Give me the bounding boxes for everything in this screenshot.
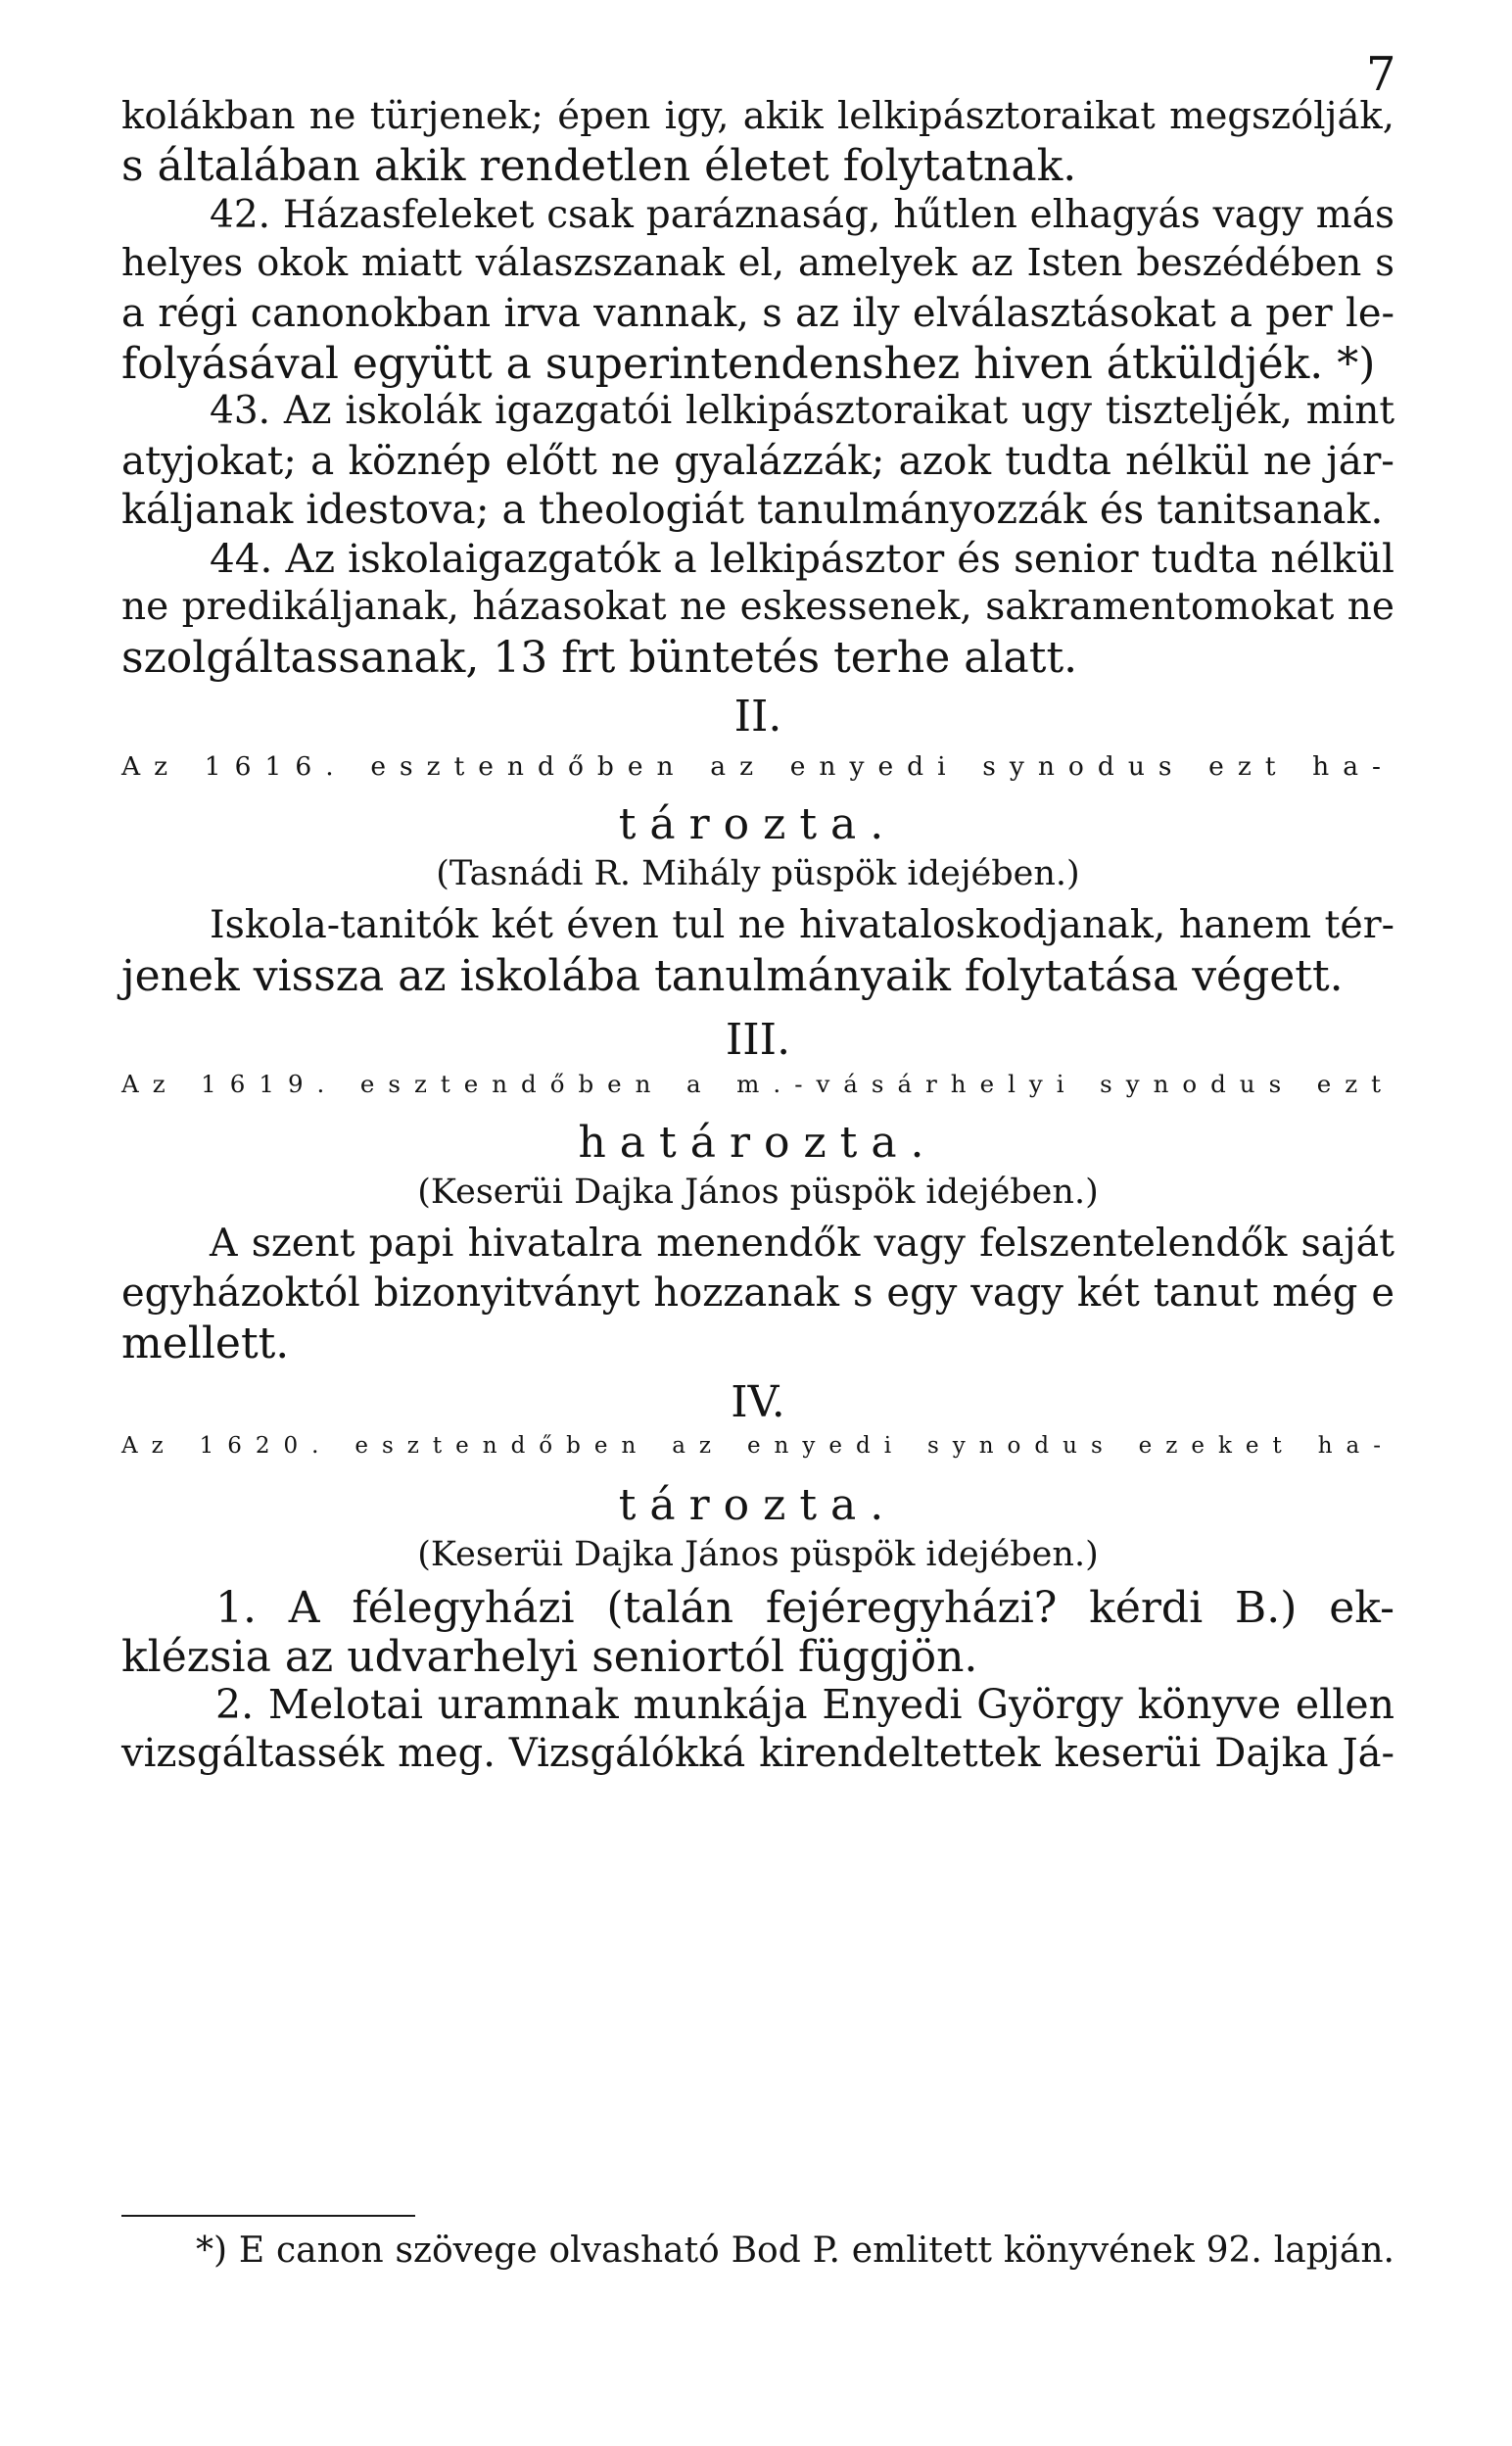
section-heading-ii: II. bbox=[733, 692, 782, 742]
canon-44-start: 44. Az iskolaigazgatók a lelkipásztor és senior tudta nélkül bbox=[210, 535, 1394, 582]
text-line: A szent papi hivatalra menendők vagy felszentelendők saját bbox=[210, 1221, 1394, 1266]
text-line: helyes okok miatt válaszszanak el, amelyek az Isten beszédében s bbox=[121, 241, 1394, 285]
section-title-line: tározta. bbox=[618, 1480, 898, 1530]
section-title-line: tározta. bbox=[618, 799, 898, 849]
text-line: atyjokat; a köznép előtt ne gyalázzák; azok tudta nélkül ne jár- bbox=[121, 437, 1394, 484]
footnote: *) E canon szövege olvasható Bod P. emlitett könyvének 92. lapján. bbox=[196, 2230, 1394, 2271]
text-line: kolákban ne türjenek; épen igy, akik lelkipásztoraikat megszólják, bbox=[121, 94, 1394, 138]
section-title-line: Az 1619. esztendőben a m.-vásárhelyi synodus ezt bbox=[121, 1070, 1394, 1098]
item-2-start: 2. Melotai uramnak munkája Enyedi György könyve ellen bbox=[215, 1681, 1394, 1728]
section-title-line: határozta. bbox=[578, 1118, 938, 1168]
text-line: Iskola-tanitók két éven tul ne hivataloskodjanak, hanem tér- bbox=[210, 902, 1394, 947]
text-line: káljanak idestova; a theologiát tanulmányozzák és tanitsanak. bbox=[121, 486, 1384, 533]
footnote-divider bbox=[121, 2215, 415, 2217]
section-title-line: Az 1620. esztendőben az enyedi synodus ezeket ha- bbox=[121, 1433, 1394, 1459]
page-number: 7 bbox=[1366, 47, 1396, 102]
bishop-note: (Keserüi Dajka János püspök idejében.) bbox=[417, 1535, 1099, 1574]
text-line: klézsia az udvarhelyi seniortól függjön. bbox=[121, 1632, 978, 1682]
section-heading-iii: III. bbox=[725, 1015, 791, 1065]
text-line: folyásával együtt a superintendenshez hiven átküldjék. *) bbox=[121, 339, 1376, 389]
text-line: szolgáltassanak, 13 frt büntetés terhe alatt. bbox=[121, 633, 1078, 683]
text-line: a régi canonokban irva vannak, s az ily elválasztásokat a per le- bbox=[121, 291, 1394, 336]
canon-42-start: 42. Házasfeleket csak paráznaság, hűtlen elhagyás vagy más bbox=[210, 193, 1394, 237]
text-line: jenek vissza az iskolába tanulmányaik folytatása végett. bbox=[121, 951, 1344, 1001]
text-line: egyházoktól bizonyitványt hozzanak s egy vagy két tanut még e bbox=[121, 1271, 1394, 1316]
item-1-start: 1. A félegyházi (talán fejéregyházi? kérdi B.) ek- bbox=[215, 1583, 1394, 1633]
text-line: s általában akik rendetlen életet folytatnak. bbox=[121, 141, 1077, 191]
bishop-note: (Tasnádi R. Mihály püspök idejében.) bbox=[436, 854, 1080, 893]
text-line: ne predikáljanak, házasokat ne eskessenek, sakramentomokat ne bbox=[121, 585, 1394, 629]
bishop-note: (Keserüi Dajka János püspök idejében.) bbox=[417, 1173, 1099, 1212]
section-title-line: Az 1616. esztendőben az enyedi synodus ezt ha- bbox=[121, 751, 1394, 782]
text-line: mellett. bbox=[121, 1319, 290, 1368]
section-heading-iv: IV. bbox=[731, 1377, 785, 1427]
canon-43-start: 43. Az iskolák igazgatói lelkipásztoraikat ugy tiszteljék, mint bbox=[210, 389, 1394, 433]
text-line: vizsgáltassék meg. Vizsgálókká kirendeltettek keserüi Dajka Já- bbox=[121, 1731, 1394, 1776]
